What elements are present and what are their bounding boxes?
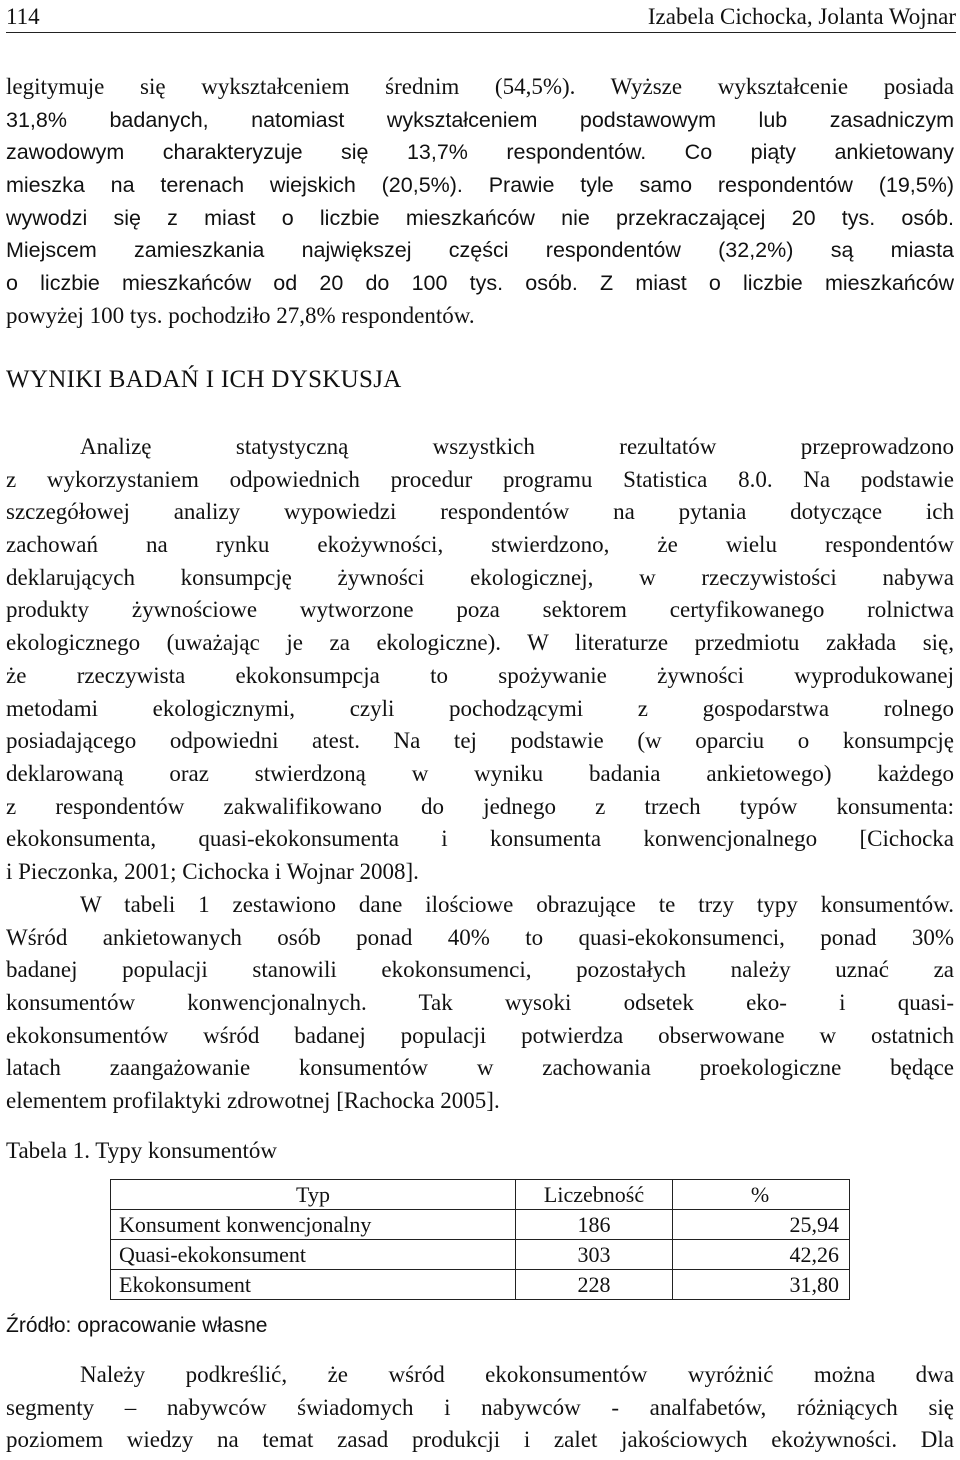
cell-type: Konsument konwencjonalny (111, 1210, 516, 1240)
table-row (111, 1270, 850, 1300)
text-line: ekologicznego (uważając je za ekologiczne). W literaturze przedmiotu zakłada się, (6, 630, 954, 656)
table-header-row (111, 1180, 850, 1210)
text-line: deklarowaną oraz stwierdzoną w wyniku badania ankietowego) każdego (6, 760, 954, 786)
cell-percent: 25,94 (673, 1210, 850, 1240)
text-line: latach zaangażowanie konsumentów w zachowania proekologiczne będące (6, 1055, 954, 1081)
text-line: badanej populacji stanowili ekokonsumenci, pozostałych należy uznać za (6, 957, 954, 983)
text-line: 31,8% badanych, natomiast wykształceniem podstawowym lub zasadniczym (6, 107, 954, 132)
paragraph-segments (6, 1359, 954, 1457)
text-line: Wśród ankietowanych osób ponad 40% to quasi-ekokonsumenci, ponad 30% (6, 924, 954, 950)
cell-percent: 31,80 (673, 1270, 850, 1300)
text-line: z respondentów zakwalifikowano do jednego z trzech typów konsumenta: (6, 793, 954, 819)
text-line: powyżej 100 tys. pochodziło 27,8% respondentów. (6, 302, 475, 328)
paragraph-table-intro (6, 889, 954, 1118)
cell-count: 186 (516, 1210, 673, 1240)
text-line: szczegółowej analizy wypowiedzi respondentów na pytania dotyczące ich (6, 499, 954, 525)
text-line: i Pieczonka, 2001; Cichocka i Wojnar 2008]. (6, 858, 419, 884)
column-header-percent: % (673, 1180, 850, 1210)
text-line: legitymuje się wykształceniem średnim (54,5%). Wyższe wykształcenie posiada (6, 74, 954, 99)
text-line: ekokonsumenta, quasi-ekokonsumenta i konsumenta konwencjonalnego [Cichocka (6, 826, 954, 852)
column-header-count: Liczebność (516, 1180, 673, 1210)
text-line: posiadającego odpowiedni atest. Na tej podstawie (w oparciu o konsumpcję (6, 728, 954, 754)
text-line: mieszka na terenach wiejskich (20,5%). Prawie tyle samo respondentów (19,5%) (6, 173, 954, 198)
text-line: zawodowym charakteryzuje się 13,7% respondentów. Co piąty ankietowany (6, 140, 954, 165)
cell-type: Ekokonsument (111, 1270, 516, 1300)
text-line: metodami ekologicznymi, czyli pochodzącymi z gospodarstwa rolnego (6, 695, 954, 721)
text-line: konsumentów konwencjonalnych. Tak wysoki odsetek eko- i quasi- (6, 990, 954, 1016)
text-line: elementem profilaktyki zdrowotnej [Rachocka 2005]. (6, 1088, 500, 1114)
table-row (111, 1240, 850, 1270)
text-line: ekokonsumentów wśród badanej populacji potwierdza obserwowane w ostatnich (6, 1022, 954, 1048)
consumer-types-table (110, 1179, 850, 1300)
table-caption: Tabela 1. Typy konsumentów (6, 1138, 278, 1163)
section-heading: WYNIKI BADAŃ I ICH DYSKUSJA (6, 366, 402, 393)
text-line: zachowań na rynku ekożywności, stwierdzono, że wielu respondentów (6, 532, 954, 558)
text-line: Miejscem zamieszkania największej części respondentów (32,2%) są miasta (6, 238, 954, 263)
cell-percent: 42,26 (673, 1240, 850, 1270)
table-source-note: Źródło: opracowanie własne (6, 1314, 268, 1337)
cell-type: Quasi-ekokonsument (111, 1240, 516, 1270)
cell-count: 303 (516, 1240, 673, 1270)
text-line: Analizę statystyczną wszystkich rezultatów przeprowadzono (80, 434, 954, 459)
text-line: deklarujących konsumpcję żywności ekologicznej, w rzeczywistości nabywa (6, 564, 954, 590)
page-number: 114 (6, 4, 40, 29)
text-line: poziomem wiedzy na temat zasad produkcji i zalet jakościowych ekożywności. Dla (6, 1427, 954, 1453)
running-head-authors: Izabela Cichocka, Jolanta Wojnar (647, 4, 956, 29)
running-header (6, 2, 956, 33)
text-line: z wykorzystaniem odpowiednich procedur programu Statistica 8.0. Na podstawie (6, 466, 954, 492)
cell-count: 228 (516, 1270, 673, 1300)
table-row (111, 1210, 850, 1240)
column-header-type: Typ (111, 1180, 516, 1210)
text-line: W tabeli 1 zestawiono dane ilościowe obrazujące te trzy typy konsumentów. (80, 892, 954, 917)
text-line: wywodzi się z miast o liczbie mieszkańców nie przekraczającej 20 tys. osób. (6, 205, 954, 230)
text-line: segmenty – nabywców świadomych i nabywców - analfabetów, różniących się (6, 1394, 954, 1420)
text-line: Należy podkreślić, że wśród ekokonsumentów wyróżnić można dwa (80, 1362, 954, 1387)
text-line: o liczbie mieszkańców od 20 do 100 tys. osób. Z miast o liczbie mieszkańców (6, 271, 954, 296)
text-line: że rzeczywista ekokonsumpcja to spożywanie żywności wyprodukowanej (6, 662, 954, 688)
text-line: produkty żywnościowe wytworzone poza sektorem certyfikowanego rolnictwa (6, 597, 954, 623)
paragraph-analysis (6, 431, 954, 889)
paragraph-demographics (6, 71, 954, 333)
